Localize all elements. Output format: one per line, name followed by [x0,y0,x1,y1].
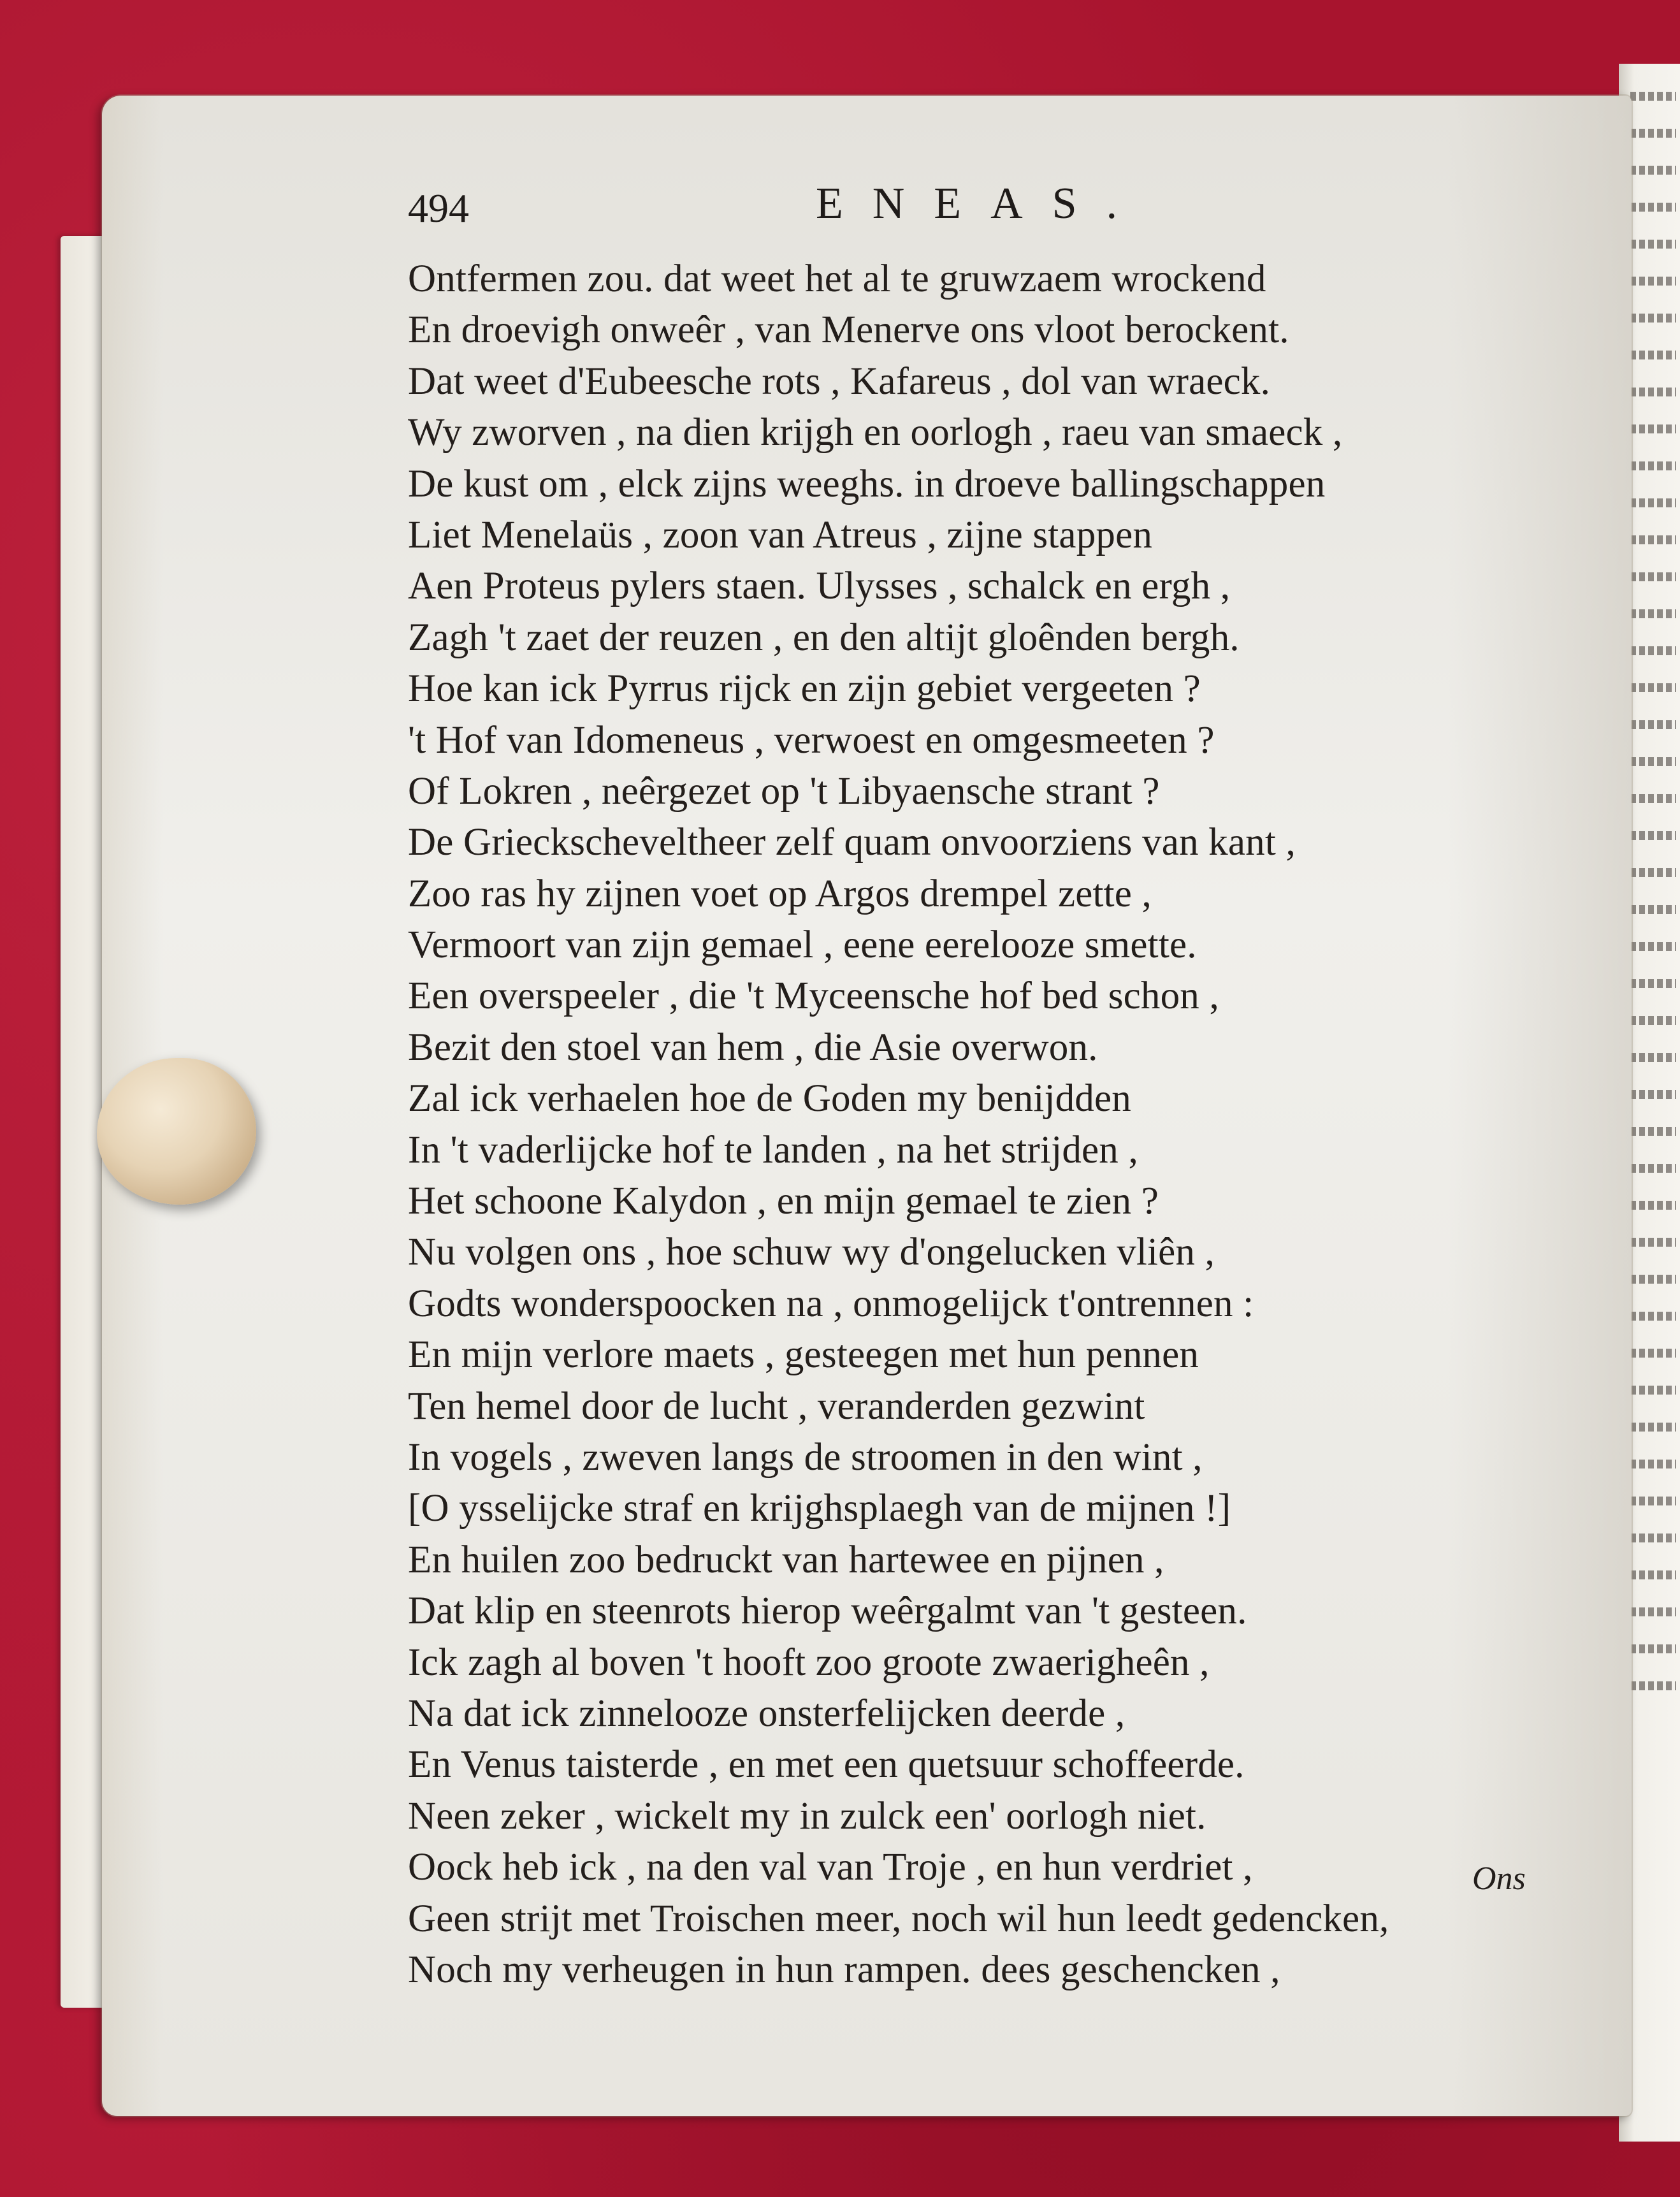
facing-page-text-line [1630,1349,1676,1358]
page-header [408,178,1593,249]
verse-text [408,254,1606,1996]
page-number: 494 [408,185,469,231]
facing-page-text-line [1630,1570,1676,1579]
verse-line: Dat klip en steenrots hierop weêrgalmt van 't gesteen. [408,1590,1247,1633]
verse-line: Dat weet d'Eubeesche rots , Kafareus , dol van wraeck. [408,359,1271,403]
facing-page-text-line [1630,757,1676,766]
facing-page-text-line [1630,1127,1676,1136]
verse-line: Geen strijt met Troischen meer, noch wil hun leedt gedencken, [408,1897,1389,1940]
facing-page-text-line [1630,942,1676,951]
facing-page-text-line [1630,572,1676,581]
verse-line: Vermoort van zijn gemael , eene eerelooze smette. [408,924,1197,967]
verse-line: Een overspeeler , die 't Myceensche hof bed schon , [408,975,1219,1018]
catchword: Ons [1472,1860,1526,1897]
verse-line: En mijn verlore maets , gesteegen met hun pennen [408,1333,1199,1377]
facing-page-text-line [1630,794,1676,803]
facing-page-text-line [1630,1164,1676,1173]
running-title: ENEAS. [816,179,1147,228]
verse-line: Het schoone Kalydon , en mijn gemael te zien ? [408,1180,1159,1223]
facing-page-text-line [1630,1275,1676,1284]
verse-line: Oock heb ick , na den val van Troje , en hun verdriet , [408,1846,1253,1889]
facing-page-text-line [1630,868,1676,877]
facing-page-text-line [1630,646,1676,655]
verse-line: Nu volgen ons , hoe schuw wy d'ongelucken vliên , [408,1231,1215,1274]
facing-page-text-line [1630,979,1676,988]
facing-page-text-line [1630,1016,1676,1025]
facing-page-text-line [1630,461,1676,470]
facing-page-text-line [1630,1644,1676,1653]
verse-line: Ick zagh al boven 't hooft zoo groote zwaerigheên , [408,1641,1210,1684]
facing-page-text-line [1630,831,1676,840]
verse-line: Aen Proteus pylers staen. Ulysses , schalck en ergh , [408,565,1231,608]
facing-page-text-line [1630,1201,1676,1210]
verse-line: En droevigh onweêr , van Menerve ons vloot berockent. [408,308,1289,352]
verse-line: Ontfermen zou. dat weet het al te gruwzaem wrockend [408,257,1266,300]
facing-page-text-line [1630,1681,1676,1690]
verse-line: Liet Menelaüs , zoon van Atreus , zijne stappen [408,513,1153,556]
facing-page-text-line [1630,314,1676,323]
facing-page-text-line [1630,720,1676,729]
verse-line: Wy zworven , na dien krijgh en oorlogh , raeu van smaeck , [408,411,1343,454]
verse-line: Zagh 't zaet der reuzen , en den altijt gloênden bergh. [408,616,1240,659]
verse-line: Bezit den stoel van hem , die Asie overwon. [408,1026,1098,1069]
verse-line: En Venus taisterde , en met een quetsuur schoffeerde. [408,1743,1245,1787]
verse-line: In vogels , zweven langs de stroomen in den wint , [408,1435,1203,1479]
verse-line: De kust om , elck zijns weeghs. in droeve ballingschappen [408,462,1326,505]
facing-page-text-line [1630,388,1676,396]
verse-line: Na dat ick zinnelooze onsterfelijcken deerde , [408,1692,1126,1735]
facing-page-text-line [1630,277,1676,286]
verse-line: Of Lokren , neêrgezet op 't Libyaensche strant ? [408,769,1160,813]
facing-page-text-line [1630,166,1676,175]
facing-page-text-line [1630,1607,1676,1616]
facing-page-text-line [1630,535,1676,544]
verse-line: Godts wonderspoocken na , onmogelijck t'ontrennen : [408,1282,1254,1325]
facing-page-text-line [1630,1053,1676,1062]
facing-page-text-line [1630,424,1676,433]
verse-line: Zoo ras hy zijnen voet op Argos drempel zette , [408,872,1152,915]
verse-line: Zal ick verhaelen hoe de Goden my benijdden [408,1077,1131,1120]
facing-page-text-line [1630,683,1676,692]
verse-line: En huilen zoo bedruckt van hartewee en pijnen , [408,1538,1164,1581]
facing-page-text-line [1630,1423,1676,1432]
facing-page-text-line [1630,1386,1676,1395]
page-weight [97,1058,256,1205]
facing-page-text-line [1630,905,1676,914]
verse-line: 't Hof van Idomeneus , verwoest en omgesmeeten ? [408,718,1215,762]
facing-page-text-line [1630,498,1676,507]
facing-page-text-line [1630,1312,1676,1321]
facing-page-text-line [1630,609,1676,618]
facing-page-text-line [1630,1238,1676,1247]
verse-line: Ten hemel door de lucht , veranderden gezwint [408,1384,1145,1428]
verse-line: Noch my verheugen in hun rampen. dees geschencken , [408,1948,1280,1991]
verse-line: De Grieckscheveltheer zelf quam onvoorziens van kant , [408,821,1296,864]
facing-page-text-line [1630,203,1676,212]
verse-line: In 't vaderlijcke hof te landen , na het strijden , [408,1128,1138,1171]
facing-page-text-line [1630,240,1676,249]
facing-page-text-line [1630,1497,1676,1505]
facing-page-text-line [1630,129,1676,138]
verse-line: Neen zeker , wickelt my in zulck een' oorlogh niet. [408,1794,1206,1838]
verse-line: Hoe kan ick Pyrrus rijck en zijn gebiet vergeeten ? [408,667,1201,711]
facing-page-text-line [1630,92,1676,101]
verse-line: [O ysselijcke straf en krijghsplaegh van de mijnen !] [408,1487,1231,1530]
facing-page-text-line [1630,1090,1676,1099]
facing-page-text-line [1630,1460,1676,1468]
facing-page-text-line [1630,1534,1676,1542]
facing-page-text-line [1630,351,1676,359]
